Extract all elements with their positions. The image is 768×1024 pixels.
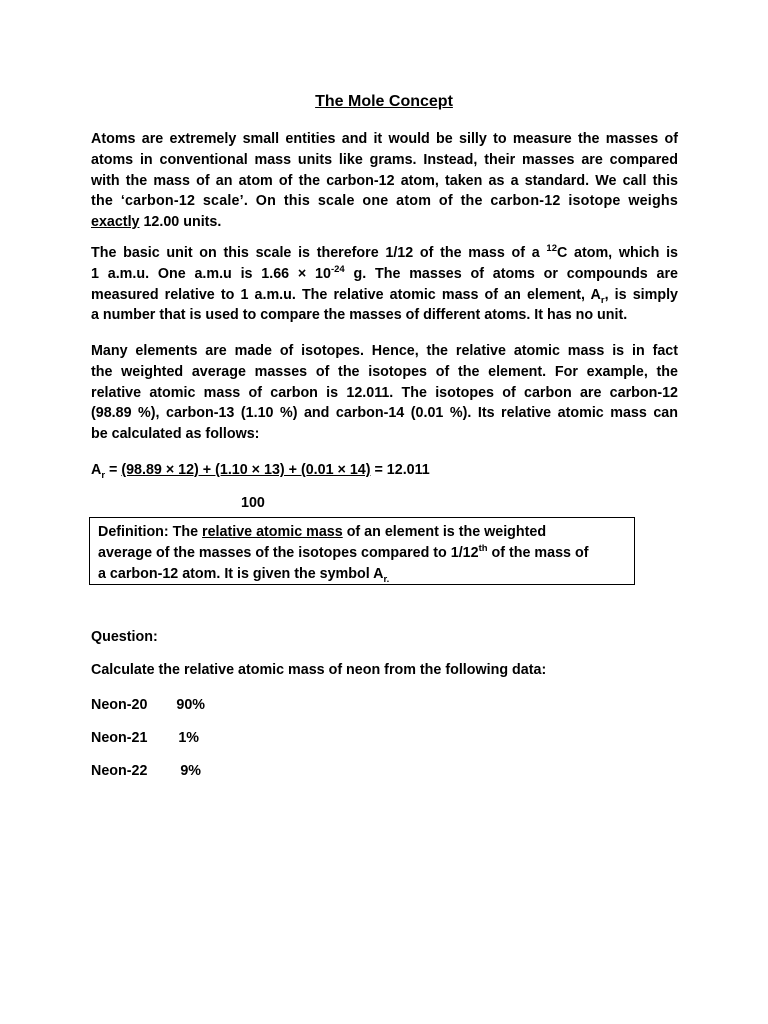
data-row: Neon-20 90% [91,697,205,713]
data-row: Neon-21 1% [91,730,199,746]
data-row: Neon-22 9% [91,763,201,779]
paragraph-isotopes: Many elements are made of isotopes. Hence, the relative atomic mass is in fact the weighted average masses of the isotopes of the element. For example, the relative atomic mass of carbon is 12.011. The isotopes of carbon are carbon-12 (98.89 %), carbon-13 (1.10 %) and carbon-14 (0.01 %). Its relative atomic mass can be calculated as follows: [91,343,678,443]
underlined-exactly: exactly [91,214,140,231]
page-title: The Mole Concept [315,93,453,110]
question-label: Question: [91,629,158,645]
relative-atomic-mass-formula: $A_r = (98.89 \times 12) + (1.10 \times 13) + (0.01 \times 14) = 12.011$ [91,462,430,481]
question-prompt: Calculate the relative atomic mass of neon from the following data: [91,662,547,678]
formula-numerator: (98.89 × 12) + (1.10 × 13) + (0.01 × 14) [121,462,371,478]
paragraph-carbon-scale: Atoms are extremely small entities and it would be silly to measure the masses of atoms in conventional mass units like grams. Instead, their masses are compared with the mass of an atom of the carbon-12 atom, taken as a standard. We call this the ‘carbon-12 scale’. On this scale one atom of the carbon-12 isotope weighs exactly 12.00 units. [91,131,678,231]
definition-box: Definition: The relative atomic mass of an element is the weighted average of the masses of the isotopes compared to 1/12th of the mass of a carbon-12 atom. It is given the symbol $A_{r.}$ [89,517,635,585]
underlined-term: relative atomic mass [202,524,343,540]
paragraph-amu: The basic unit on this scale is therefore 1/12 of the mass of a $^{12}$C atom, which is 1 a.m.u. One a.m.u is $1.66 \times 10^{-24}$ g. The masses of atoms or compounds are measured relative to 1 a.m.u. The relative atomic mass of an element, $A_r$, is simply a number that is used to compare the masses of different atoms. It has no unit. [91,243,679,324]
formula-denominator: 100 [241,495,265,511]
